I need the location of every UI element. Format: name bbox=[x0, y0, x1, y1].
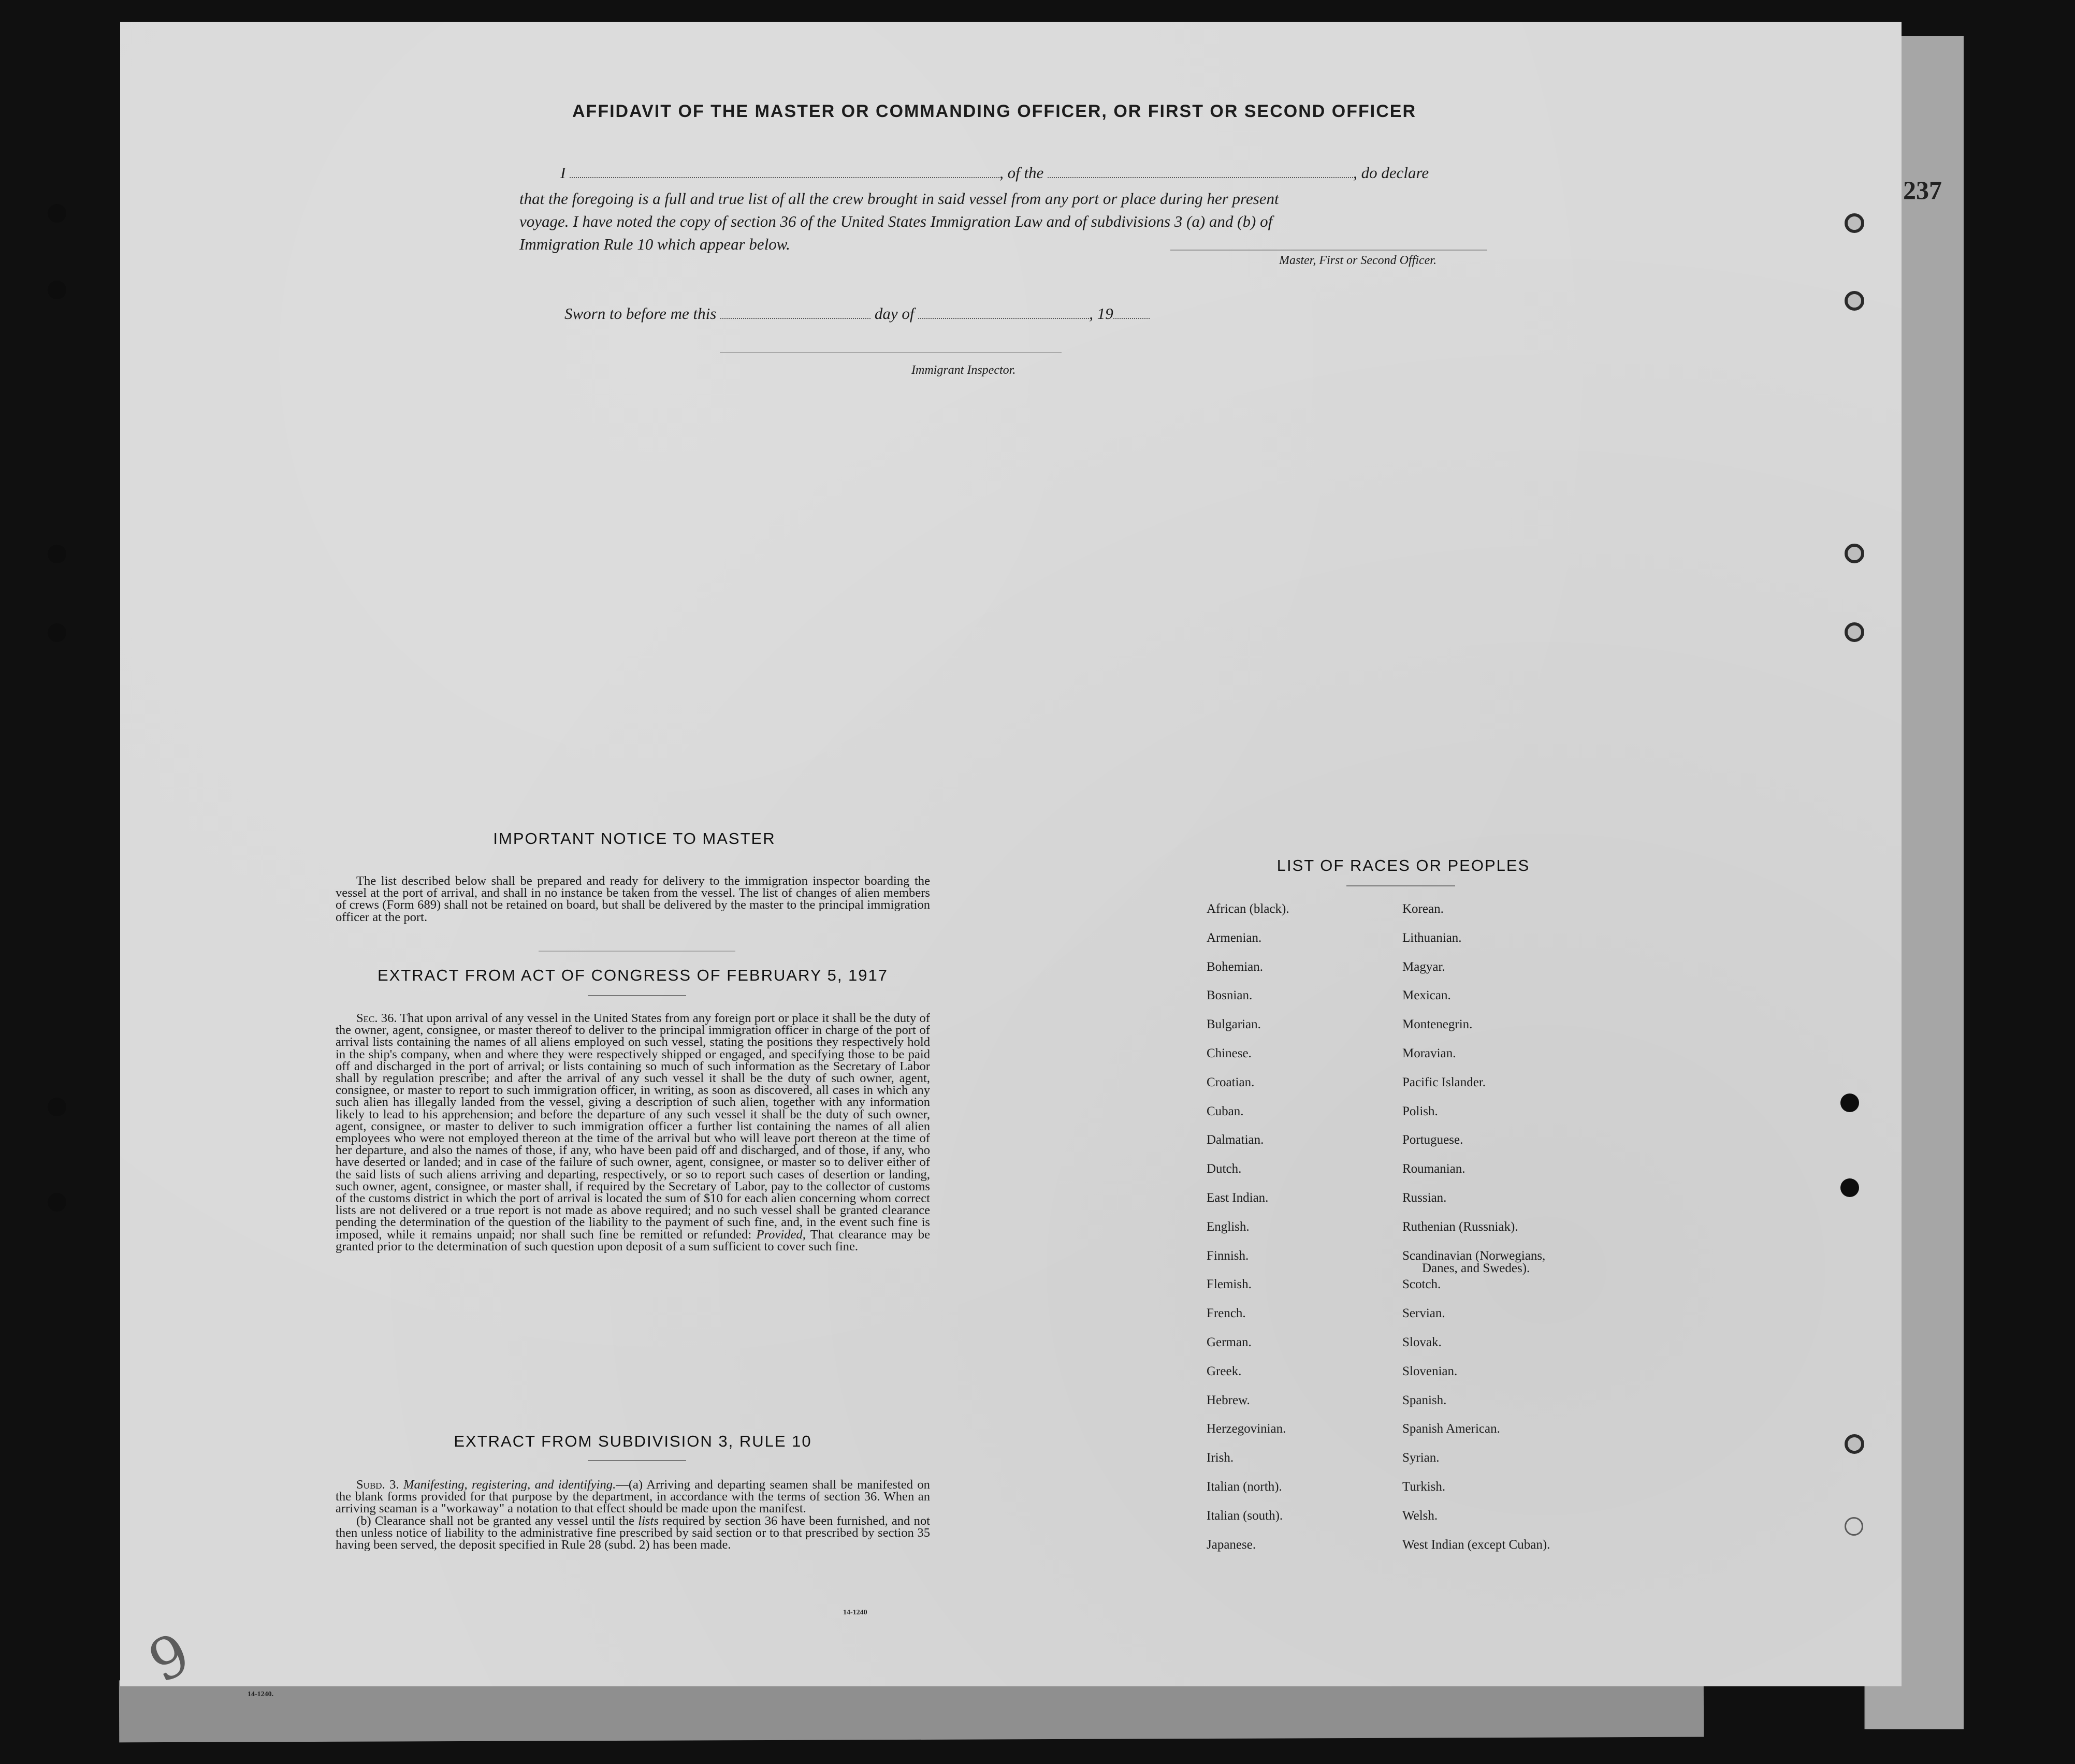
punch-hole bbox=[48, 1098, 66, 1116]
affidavit-line-2: that the foregoing is a full and true list of all the crew brought in said vessel from any port or place during her present bbox=[519, 189, 1279, 208]
race-item: Japanese. bbox=[1207, 1538, 1256, 1552]
race-item: East Indian. bbox=[1207, 1191, 1269, 1205]
punch-hole bbox=[1840, 1094, 1859, 1112]
race-item: Herzegovinian. bbox=[1207, 1422, 1286, 1436]
race-item: Bosnian. bbox=[1207, 988, 1253, 1002]
subd-b-lists: lists bbox=[638, 1513, 659, 1528]
sworn-year-blank[interactable] bbox=[1113, 304, 1150, 319]
race-item-continuation: Danes, and Swedes). bbox=[1422, 1261, 1530, 1275]
race-item: Armenian. bbox=[1207, 931, 1262, 945]
vessel-blank[interactable] bbox=[1048, 164, 1353, 178]
subd-number: 3. bbox=[389, 1478, 399, 1492]
race-item: Russian. bbox=[1402, 1191, 1447, 1205]
race-item: Pacific Islander. bbox=[1402, 1075, 1486, 1089]
punch-hole bbox=[1845, 1434, 1864, 1454]
race-item: Flemish. bbox=[1207, 1277, 1252, 1291]
rule10-text: Subd. 3. Manifesting, registering, and identifying.—(a) Arriving and departing seamen shall be manifested on the blank forms provided for that purpose by the department, in accordance with the terms of section 36. When an arriving seaman is a "workaway" a notation to that effect should be made upon the manifest. (b) Clearance shall not be granted any vessel until the lists required by section 36 have been furnished, and not then unless notice of liability to the administrative fine prescribed by said section or to that prescribed by section 35 having been served, the deposit specified in Rule 28 (subd. 2) has been made. bbox=[336, 1478, 930, 1552]
punch-hole bbox=[1845, 544, 1864, 563]
race-item: Italian (north). bbox=[1207, 1480, 1282, 1494]
affidavit-title: AFFIDAVIT OF THE MASTER OR COMMANDING OFFICER, OR FIRST OR SECOND OFFICER bbox=[572, 101, 1416, 121]
race-item: Italian (south). bbox=[1207, 1509, 1283, 1523]
race-item: Dutch. bbox=[1207, 1162, 1242, 1176]
year-label: , 19 bbox=[1089, 304, 1113, 323]
race-item: Servian. bbox=[1402, 1306, 1445, 1320]
name-blank[interactable] bbox=[570, 164, 999, 178]
race-item: German. bbox=[1207, 1335, 1252, 1349]
race-item: Turkish. bbox=[1402, 1480, 1446, 1494]
race-item: French. bbox=[1207, 1306, 1246, 1320]
race-item: Syrian. bbox=[1402, 1451, 1440, 1465]
sworn-month-blank[interactable] bbox=[918, 304, 1089, 319]
race-item: Korean. bbox=[1402, 902, 1444, 916]
divider bbox=[539, 951, 735, 952]
form-number-under: 14-1240. bbox=[248, 1690, 274, 1698]
inspector-caption: Immigrant Inspector. bbox=[911, 363, 1016, 377]
affidavit-i-label: I bbox=[560, 164, 566, 182]
page-number-stamp: 237 bbox=[1903, 176, 1942, 205]
race-item: Croatian. bbox=[1207, 1075, 1255, 1089]
subd-b-text-1: Clearance shall not be granted any vessel until the bbox=[374, 1513, 635, 1528]
race-item: Scotch. bbox=[1402, 1277, 1441, 1291]
race-item: Hebrew. bbox=[1207, 1393, 1250, 1407]
race-item: Welsh. bbox=[1402, 1509, 1438, 1523]
race-item: Irish. bbox=[1207, 1451, 1234, 1465]
form-number: 14-1240 bbox=[843, 1609, 867, 1616]
race-item: Bulgarian. bbox=[1207, 1017, 1261, 1031]
subd-b-text-2: required by section 36 have been furnished, and not then unless notice of liability to the administrative fine prescribed by said section or to that prescribed by section 35 having been served, the deposit specified in Rule 28 (subd. 2) has been made. bbox=[336, 1513, 930, 1552]
day-of-label: day of bbox=[874, 304, 915, 323]
race-item: Moravian. bbox=[1402, 1046, 1456, 1060]
act-title: EXTRACT FROM ACT OF CONGRESS OF FEBRUARY 5, 1917 bbox=[377, 966, 889, 984]
race-item: Dalmatian. bbox=[1207, 1133, 1264, 1147]
subd-a-label: (a) bbox=[628, 1478, 643, 1492]
divider bbox=[1346, 885, 1455, 886]
punch-hole bbox=[48, 281, 66, 299]
divider bbox=[588, 995, 686, 996]
races-column-1 bbox=[1207, 902, 1393, 1552]
punch-hole bbox=[1845, 1517, 1863, 1536]
punch-hole bbox=[48, 623, 66, 642]
affidavit-line-4: Immigration Rule 10 which appear below. bbox=[519, 235, 790, 253]
act-text bbox=[336, 1012, 930, 1252]
sworn-label: Sworn to before me this bbox=[564, 304, 717, 323]
punch-hole bbox=[1845, 291, 1864, 311]
affidavit-of-the-label: , of the bbox=[999, 164, 1044, 182]
punch-hole bbox=[48, 204, 66, 223]
subd-label: Subd. bbox=[356, 1478, 385, 1492]
divider bbox=[588, 1460, 686, 1461]
race-item: Lithuanian. bbox=[1402, 931, 1462, 945]
race-item: Roumanian. bbox=[1402, 1162, 1465, 1176]
affidavit-line-1 bbox=[560, 162, 1503, 184]
subd-a-text: Arriving and departing seamen shall be manifested on the blank forms provided for that purpose by the department, in accordance with the terms of section 36. When an arriving seaman is a "workaway" a notation to that effect should be made upon the manifest. bbox=[336, 1478, 930, 1516]
race-item: Spanish. bbox=[1402, 1393, 1447, 1407]
race-item: Chinese. bbox=[1207, 1046, 1252, 1060]
race-item: Magyar. bbox=[1402, 960, 1445, 974]
race-item: Greek. bbox=[1207, 1364, 1242, 1378]
subd-b-label: (b) bbox=[356, 1513, 371, 1528]
race-item: Slovak. bbox=[1402, 1335, 1442, 1349]
act-section-36: 36. That upon arrival of any vessel in the United States from any foreign port or place it shall be the duty of the owner, agent, consignee, or master thereof to deliver to the principal immigration officer in charge of the port of arrival lists containing the names of all aliens employed on such vessel, stating the positions they respectively hold in the ship's company, when and where they were respectively shipped or engaged, and specifying those to be paid off and discharged in the port of arrival; or lists containing so much of such information as the Secretary of Labor shall by regulation prescribe; and after the arrival of any such vessel it shall be the duty of such owner, agent, consignee, or master to report to such immigration officer, in writing, as soon as discovered, all cases in which any such alien has illegally landed from the vessel, giving a description of such alien, together with any information likely to lead to his apprehension; and before the departure of any such vessel it shall be the duty of such owner, agent, consignee, or master to deliver to such immigration officer a further list containing the names of all alien employees who were not employed thereon at the time of the arrival but who will leave port thereon at the time of her departure, and also the names of those, if any, who have been paid off and discharged, and of those, if any, who have deserted or landed; and in case of the failure of such owner, agent, consignee, or master so to deliver either of the said lists of such aliens arriving and departing, respectively, or so to report such cases of desertion or landing, such owner, agent, consignee, or master shall, if required by the Secretary of Labor, pay to the collector of customs of the customs district in which the port of arrival is located the sum of $10 for each alien concerning whom correct lists are not delivered or a true report is not made as above required; and no such vessel shall be granted clearance pending the determination of the question of the liability to the payment of such fine, and, in the event such fine is imposed, while it remains unpaid; nor shall such fine be remitted or refunded: bbox=[336, 1011, 930, 1242]
affidavit-declare-label: , do declare bbox=[1353, 164, 1429, 182]
sworn-line bbox=[564, 302, 1238, 325]
notice-text bbox=[336, 875, 930, 923]
race-item: Portuguese. bbox=[1402, 1133, 1463, 1147]
race-item: West Indian (except Cuban). bbox=[1402, 1538, 1550, 1552]
inspector-signature-line[interactable] bbox=[720, 352, 1062, 353]
punch-hole bbox=[1840, 1178, 1859, 1197]
race-item: Cuban. bbox=[1207, 1104, 1244, 1118]
affidavit-line-3: voyage. I have noted the copy of section 36 of the United States Immigration Law and of subdivisions 3 (a) and (b) of bbox=[519, 212, 1273, 230]
races-title: LIST OF RACES OR PEOPLES bbox=[1276, 856, 1530, 874]
race-item: Polish. bbox=[1402, 1104, 1438, 1118]
rule10-heading: Manifesting, registering, and identifying. bbox=[403, 1478, 616, 1492]
master-caption: Master, First or Second Officer. bbox=[1279, 254, 1436, 267]
punch-hole bbox=[48, 1193, 66, 1212]
race-item: Finnish. bbox=[1207, 1249, 1249, 1263]
race-item: English. bbox=[1207, 1220, 1250, 1234]
race-item: Bohemian. bbox=[1207, 960, 1264, 974]
master-signature-line[interactable] bbox=[1170, 250, 1487, 251]
race-item: Spanish American. bbox=[1402, 1422, 1500, 1436]
race-item: Ruthenian (Russniak). bbox=[1402, 1220, 1518, 1234]
race-item: African (black). bbox=[1207, 902, 1289, 916]
sworn-day-blank[interactable] bbox=[720, 304, 870, 319]
act-section-36-end: That clearance may be granted prior to the determination of such question upon deposit of a sum sufficient to cover such fine. bbox=[336, 1227, 930, 1253]
race-item: Mexican. bbox=[1402, 988, 1451, 1002]
punch-hole bbox=[48, 545, 66, 563]
race-item: Scandinavian (Norwegians, bbox=[1402, 1249, 1546, 1263]
punch-hole bbox=[1845, 622, 1864, 642]
notice-title: IMPORTANT NOTICE TO MASTER bbox=[493, 829, 776, 848]
race-item: Montenegrin. bbox=[1402, 1017, 1473, 1031]
sec-label: Sec. bbox=[356, 1011, 378, 1025]
provided-label: Provided, bbox=[756, 1227, 806, 1242]
rule10-title: EXTRACT FROM SUBDIVISION 3, RULE 10 bbox=[454, 1432, 812, 1450]
notice-paragraph: The list described below shall be prepared and ready for delivery to the immigration inspector boarding the vessel at the port of arrival, and shall in no instance be taken from the vessel. The list of changes of alien members of crews (Form 689) shall not be retained on board, but shall be delivered by the master to the principal immigration officer at the port. bbox=[336, 874, 930, 924]
handwritten-number: 9 bbox=[139, 1620, 200, 1696]
punch-hole bbox=[1845, 213, 1864, 233]
races-column-2 bbox=[1402, 902, 1620, 1552]
race-item: Slovenian. bbox=[1402, 1364, 1458, 1378]
